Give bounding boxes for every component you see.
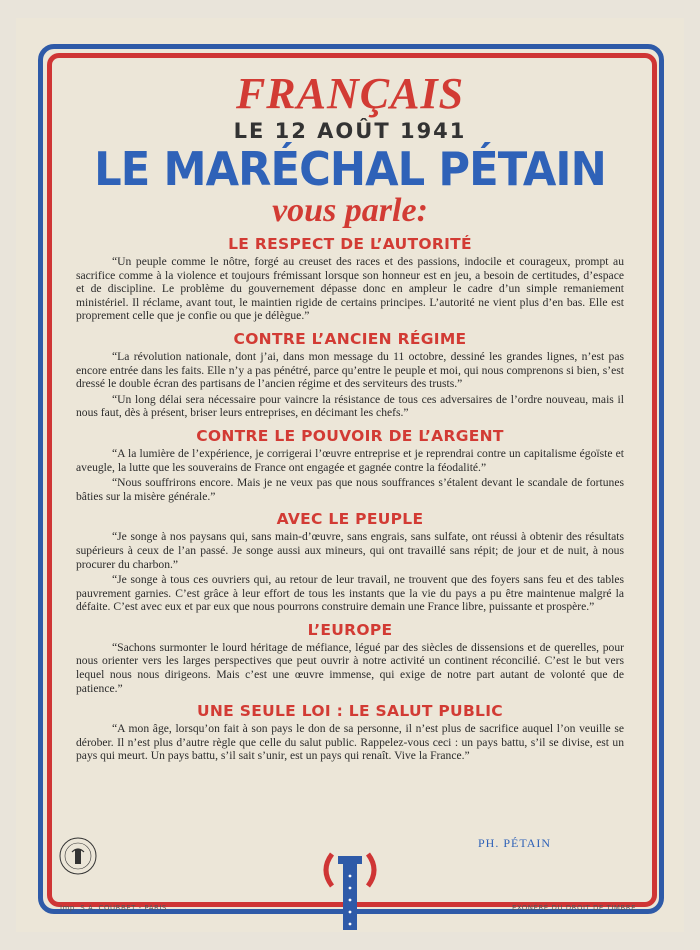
section-title: CONTRE LE POUVOIR DE L’ARGENT	[196, 426, 504, 445]
section-paragraph: “La révolution nationale, dont j’ai, dans mon message du 11 octobre, dessiné les grandes lignes, n’est pas encore entrée dans les faits. Elle n’y a pas pénétré, parce qu’entre le peuple et moi, qui nous comprenons si bien, s’est dressé le double écran des partisans de l’ancien régime et des serviteurs des trusts.”	[76, 349, 624, 391]
section-paragraph: “A la lumière de l’expérience, je corrigerai l’œuvre entreprise et je reprendrai contre un capitalisme égoïste et aveugle, la lutte que les souverains de France ont engagée et gagnée contre la féodalité.”	[76, 446, 624, 474]
section-title: UNE SEULE LOI : LE SALUT PUBLIC	[197, 702, 503, 721]
section-paragraph: “Un peuple comme le nôtre, forgé au creuset des races et des passions, indocile et courageux, prompt au sacrifice comme à la violence et toujours frémissant lorsque son honneur est en jeu, a besoin de certitudes, d’espace et de discipline. Le problème du gouvernement dépasse donc en ampleur le cadre d’un simple remaniement ministériel. Il réclame, avant tout, le maintien rigide de certains principes. L’autorité ne vient plus d’en bas. Elle est proprement celle que je confie ou que je délègue.”	[76, 255, 624, 323]
tax-exemption-note: EXONÉRÉ DU DROIT DE TIMBRE	[512, 904, 637, 912]
seal-icon	[58, 836, 98, 876]
section-title: CONTRE L’ANCIEN RÉGIME	[233, 329, 467, 348]
section-paragraph: “A mon âge, lorsqu’on fait à son pays le don de sa personne, il n’est plus de sacrifice auquel l’on veuille se dérober. Il n’est plus d’autre règle que celle du salut public. Rappelez-vous ceci : un pays battu, s’il se divise, est un pays qui meurt. Un pays battu, s’il sait s’unir, est un pays qui renaît. Vive la France.”	[76, 722, 624, 763]
sections-container	[76, 234, 624, 763]
poster	[16, 18, 684, 932]
section-paragraph: “Un long délai sera nécessaire pour vaincre la résistance de tous ces adversaires de l’ordre nouveau, mais il nous faut, dès à présent, briser leurs entreprises, en décimant les chefs.”	[76, 392, 624, 420]
headline-date: LE 12 AOÛT 1941	[233, 119, 467, 143]
section-paragraph: “Sachons surmonter le lourd héritage de méfiance, légué par des siècles de dissensions et de querelles, pour nous orienter vers les larges perspectives que peut ouvrir à notre activité un continent réconcilié. C’est le but vers lequel nous nous dirigeons. Mais c’est une œuvre immense, qui exige de notre part autant de volonté que de patience.”	[76, 640, 624, 695]
section-paragraph: “Je songe à tous ces ouvriers qui, au retour de leur travail, ne trouvent que des foyers sans feu et des tables pauvrement garnies. C’est grâce à leur effort de tous les instants que la vie du pays a pu être maintenue malgré la défaite. C’est avec eux et par eux que nous pourrons construire demain une France libre, puissante et prospère.”	[76, 573, 624, 614]
poster-content	[76, 69, 624, 765]
francisque-emblem-icon	[318, 846, 382, 934]
headline-vous-parle: vous parle:	[272, 192, 428, 229]
section-title: L’EUROPE	[307, 620, 393, 639]
signature: PH. PÉTAIN	[478, 836, 552, 850]
headline-francais: FRANÇAIS	[235, 69, 465, 118]
section-paragraph: “Je songe à nos paysans qui, sans main-d’œuvre, sans engrais, sans sulfate, ont réussi à obtenir des résultats supérieurs à ceux de l’an passé. Je songe aussi aux mineurs, qui ont travaillé sans répit; de jour et de nuit, à nous procurer du charbon.”	[76, 530, 624, 571]
headline-marechal: LE MARÉCHAL PÉTAIN	[94, 142, 606, 196]
printer-credit: Imp. S.A. COURBET - PARIS	[60, 904, 167, 912]
section-title: LE RESPECT DE L’AUTORITÉ	[228, 235, 472, 253]
section-paragraph: “Nous souffrirons encore. Mais je ne veux pas que nous souffrances s’étalent devant le scandale de fortunes bâties sur la misère générale.”	[76, 476, 624, 503]
section-title: AVEC LE PEUPLE	[276, 510, 424, 529]
